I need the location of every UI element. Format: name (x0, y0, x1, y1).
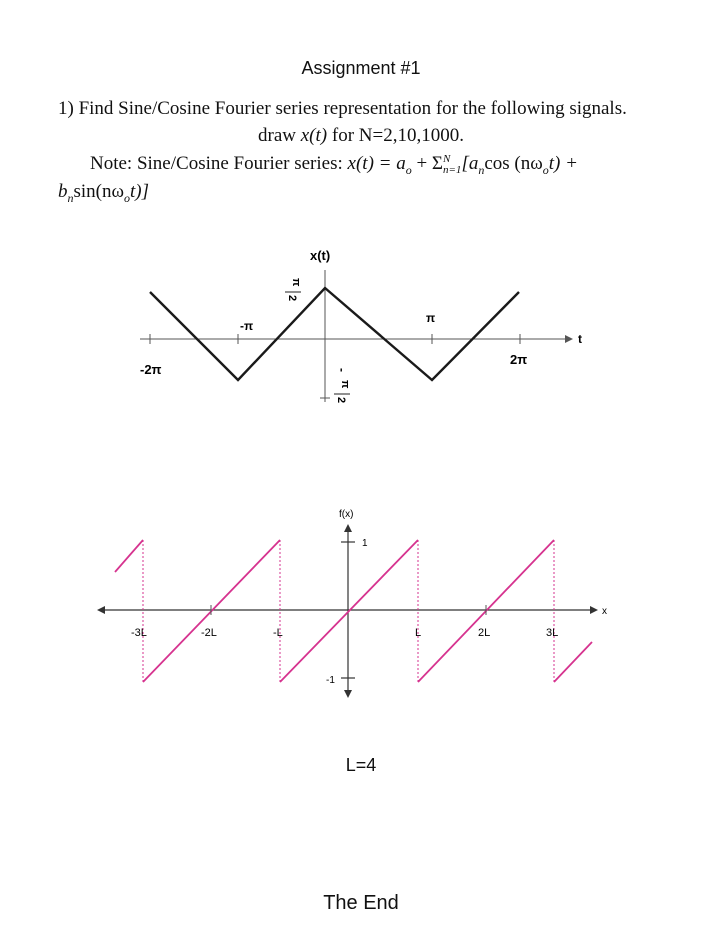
formula-lhs: $x(t) = a_o$ (347, 153, 412, 177)
formula-line (90, 153, 578, 178)
tick-label-neg1: -1 (326, 675, 335, 686)
neg-pi-over-2-sign: - (335, 368, 349, 372)
signal-variable: x(t) (300, 125, 328, 146)
end-text: The End (323, 892, 399, 914)
draw-word: draw (258, 125, 296, 146)
formula-cos-term: [$a_n\cos$ $(n\omega_ot)$ + (461, 153, 578, 177)
tick-label-L: L (415, 627, 422, 639)
figure2-x-arrow-left (97, 606, 105, 614)
question-line-1 (58, 98, 627, 120)
tick-label-neg-pi-over-2 (334, 368, 351, 403)
figure1-y-label: x(t) (310, 248, 331, 263)
tick-label-pi-over-2 (285, 278, 302, 301)
formula-sum: + Σ N n=1 (416, 152, 462, 176)
figure2-y-arrow-up (344, 524, 352, 532)
saw-segment-5 (554, 642, 592, 682)
sawtooth-wave (115, 540, 592, 682)
saw-segment-1 (115, 540, 143, 572)
saw-segment-3 (280, 540, 418, 682)
figure2-y-label: f(x) (339, 509, 354, 520)
parameter-note: L=4 (345, 755, 377, 775)
note-label: Note: Sine/Cosine Fourier series: (90, 153, 343, 174)
formula-sin-term: $b_n\sin(n\omega_ot)$] (58, 181, 150, 205)
tick-label-2L: 2L (478, 627, 491, 639)
question-number: 1) (58, 98, 74, 119)
neg-pi-over-2-denominator: 2 (335, 397, 347, 404)
tick-label-negpi: -π (240, 319, 254, 333)
question-text: Find Sine/Cosine Fourier series representation for the following signals. (78, 98, 627, 119)
pi-over-2-numerator: π (290, 278, 302, 287)
figure1-axes (140, 270, 573, 402)
sawtooth-wave-figure (0, 500, 722, 720)
tick-label-neg3L: -3L (131, 627, 147, 639)
figure2-axes (97, 524, 598, 698)
tick-label-negL: -L (273, 627, 283, 639)
tick-label-pi: π (426, 311, 436, 325)
tick-label-2pi: 2π (510, 352, 528, 367)
figure1-x-arrow (565, 335, 573, 343)
triangle-wave (150, 288, 519, 380)
figure1-x-label: t (578, 332, 582, 346)
formula-line-continued (58, 181, 149, 206)
tick-label-neg2L: -2L (201, 627, 217, 639)
pi-over-2-denominator: 2 (286, 295, 298, 302)
tick-label-pos1: 1 (362, 538, 368, 549)
figure2-y-arrow-down (344, 690, 352, 698)
question-line-2 (0, 125, 722, 147)
tick-label-3L: 3L (546, 627, 559, 639)
assignment-title: Assignment #1 (301, 58, 421, 78)
n-values: for N=2,10,1000. (331, 125, 464, 146)
figure2-x-arrow-right (590, 606, 598, 614)
neg-pi-over-2-numerator: π (339, 380, 351, 389)
tick-label-neg2pi: -2π (140, 362, 162, 377)
figure2-x-label: x (602, 606, 607, 617)
